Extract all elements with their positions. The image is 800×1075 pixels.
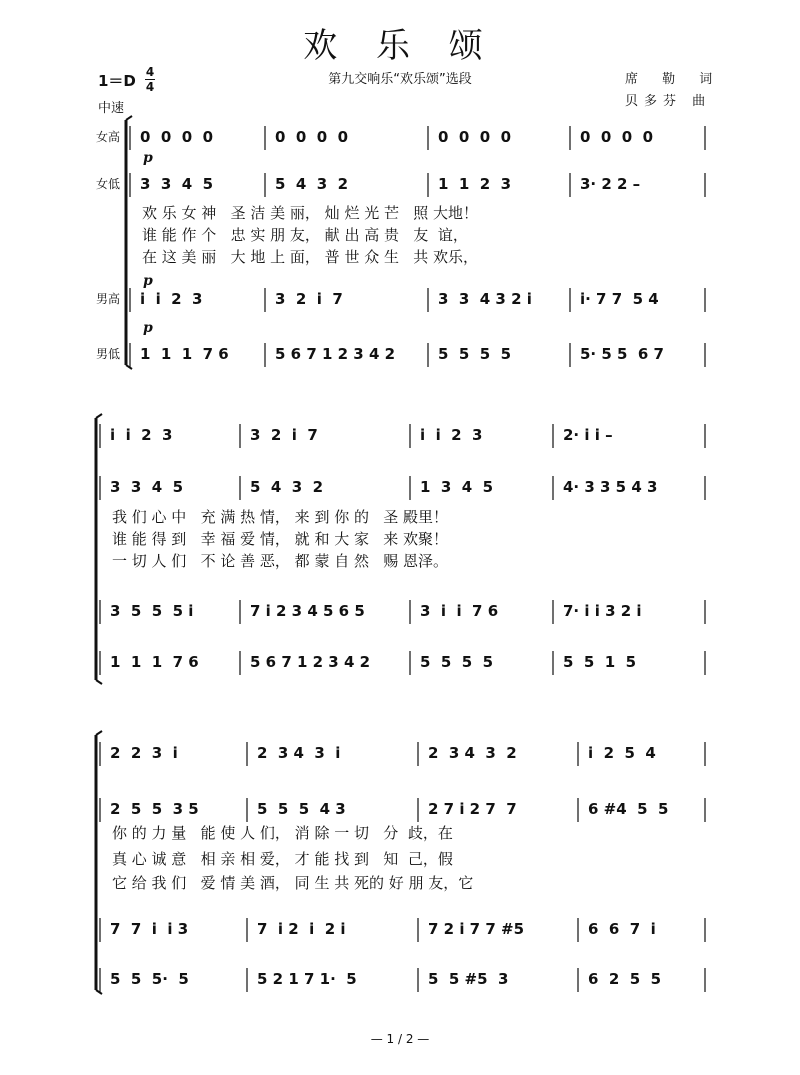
dynamic-piano: p xyxy=(143,273,153,289)
measure-tenor: 3 5 5 5 i xyxy=(110,602,194,620)
lyricist-credit: 席 勒 词 xyxy=(625,72,723,87)
dynamic-piano: p xyxy=(143,150,153,166)
lyric-line: 欢 乐 女 神 圣 洁 美 丽， 灿 烂 光 芒 照 大地！ xyxy=(142,204,479,222)
measure-tenor: 7· i i 3 2 i xyxy=(563,602,642,620)
tempo-marking: 中速 xyxy=(98,101,125,116)
measure-soprano: 0 0 0 0 xyxy=(438,128,512,146)
measure-soprano: 2 2 3 i xyxy=(110,744,178,762)
label-alto: 女低 xyxy=(96,177,121,191)
measure-tenor: 3 3 4 3 2 i xyxy=(438,290,532,308)
measure-alto: 1 3 4 5 xyxy=(420,478,494,496)
measure-tenor: 7 i 2 i 2 i xyxy=(257,920,346,938)
measure-bass: 1 1 1 7 6 xyxy=(140,345,229,363)
lyric-line: 真 心 诚 意 相 亲 相 爱， 才 能 找 到 知 己，假 xyxy=(112,850,453,868)
measure-tenor: 7 2 i 7 7 #5 xyxy=(428,920,525,938)
measure-tenor: i· 7 7 5 4 xyxy=(580,290,659,308)
measure-alto: 6 #4 5 5 xyxy=(588,800,669,818)
system-bracket-top xyxy=(126,116,132,120)
measure-alto: 3· 2 2 – xyxy=(580,175,641,193)
measure-soprano: 0 0 0 0 xyxy=(275,128,349,146)
lyric-line: 一 切 人 们 不 论 善 恶， 都 蒙 自 然 赐 恩泽。 xyxy=(112,552,449,570)
measure-soprano: i i 2 3 xyxy=(420,426,483,444)
measure-tenor: i i 2 3 xyxy=(140,290,203,308)
measure-soprano: i i 2 3 xyxy=(110,426,173,444)
measure-alto: 2 5 5 3 5 xyxy=(110,800,199,818)
lyric-line: 它 给 我 们 爱 情 美 酒， 同 生 共 死的 好 朋 友，它 xyxy=(112,874,474,892)
measure-alto: 4· 3 3 5 4 3 xyxy=(563,478,658,496)
measure-tenor: 6 6 7 i xyxy=(588,920,656,938)
measure-alto: 5 4 3 2 xyxy=(275,175,349,193)
measure-alto: 2 7 i 2 7 7 xyxy=(428,800,517,818)
measure-alto: 5 5 5 4 3 xyxy=(257,800,346,818)
measure-bass: 5 6 7 1 2 3 4 2 xyxy=(250,653,371,671)
measure-alto: 1 1 2 3 xyxy=(438,175,512,193)
system-bracket-bottom xyxy=(96,990,102,994)
measure-soprano: 2· i i – xyxy=(563,426,613,444)
measure-soprano: 0 0 0 0 xyxy=(580,128,654,146)
measure-bass: 5· 5 5 6 7 xyxy=(580,345,664,363)
measure-tenor: 3 2 i 7 xyxy=(275,290,343,308)
system-bracket-top xyxy=(96,731,102,735)
composer-credit: 贝多芬 曲 xyxy=(625,94,712,109)
measure-soprano: 2 3 4 3 2 xyxy=(428,744,517,762)
measure-soprano: 2 3 4 3 i xyxy=(257,744,341,762)
time-signature-bottom: 4 xyxy=(145,80,155,94)
key-signature: 1＝D xyxy=(98,72,136,90)
measure-tenor: 7 i 2 3 4 5 6 5 xyxy=(250,602,365,620)
measure-bass: 5 5 5 5 xyxy=(420,653,494,671)
measure-soprano: 3 2 i 7 xyxy=(250,426,318,444)
lyric-line: 我 们 心 中 充 满 热 情， 来 到 你 的 圣 殿里！ xyxy=(112,508,449,526)
measure-soprano: 0 0 0 0 xyxy=(140,128,214,146)
label-soprano: 女高 xyxy=(96,130,121,144)
measure-bass: 6 2 5 5 xyxy=(588,970,662,988)
measure-bass: 5 5 5 5 xyxy=(438,345,512,363)
dynamic-piano: p xyxy=(143,320,153,336)
time-signature-top: 4 xyxy=(145,65,155,79)
measure-bass: 5 5 5· 5 xyxy=(110,970,189,988)
label-bass: 男低 xyxy=(96,347,121,361)
lyric-line: 在 这 美 丽 大 地 上 面， 普 世 众 生 共 欢乐， xyxy=(142,248,479,266)
measure-alto: 5 4 3 2 xyxy=(250,478,324,496)
measure-soprano: i 2 5 4 xyxy=(588,744,656,762)
measure-alto: 3 3 4 5 xyxy=(110,478,184,496)
measure-bass: 5 6 7 1 2 3 4 2 xyxy=(275,345,396,363)
lyric-line: 谁 能 作 个 忠 实 朋 友， 献 出 高 贵 友 谊， xyxy=(142,226,468,244)
system-bracket-bottom xyxy=(126,365,132,369)
lyric-line: 你 的 力 量 能 使 人 们， 消 除 一 切 分 歧，在 xyxy=(112,824,453,842)
song-title: 欢 乐 颂 xyxy=(303,26,497,66)
label-tenor: 男高 xyxy=(96,292,121,306)
measure-bass: 5 5 #5 3 xyxy=(428,970,509,988)
system-bracket-bottom xyxy=(96,680,102,684)
lyric-line: 谁 能 得 到 幸 福 爱 情， 就 和 大 家 来 欢聚！ xyxy=(112,530,449,548)
page-number: — 1 / 2 — xyxy=(370,1032,430,1046)
subtitle: 第九交响乐“欢乐颂”选段 xyxy=(328,72,472,87)
measure-alto: 3 3 4 5 xyxy=(140,175,214,193)
system-bracket-top xyxy=(96,414,102,418)
measure-tenor: 7 7 i i 3 xyxy=(110,920,189,938)
measure-bass: 5 5 1 5 xyxy=(563,653,637,671)
measure-bass: 5 2 1 7 1· 5 xyxy=(257,970,357,988)
measure-tenor: 3 i i 7 6 xyxy=(420,602,499,620)
measure-bass: 1 1 1 7 6 xyxy=(110,653,199,671)
